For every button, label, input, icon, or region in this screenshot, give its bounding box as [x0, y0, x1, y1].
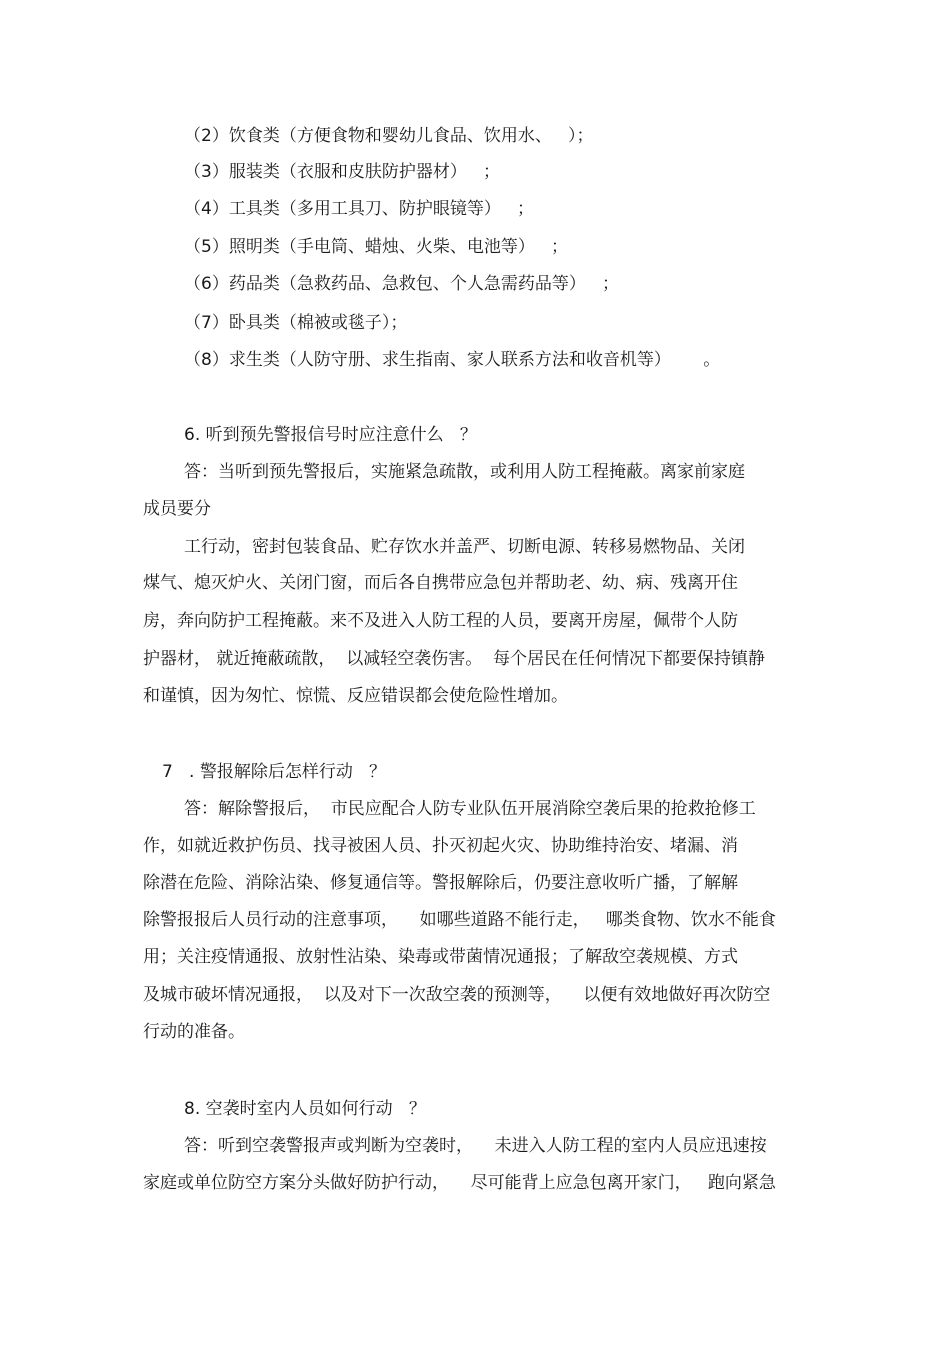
answer-8-line: 家庭或单位防空方案分头做好防护行动， 尽可能背上应急包离开家门， 跑向紧急 [143, 1173, 776, 1193]
answer-7-line: 除潜在危险、消除沾染、修复通信等。警报解除后，仍要注意收听广播，了解解 [143, 873, 738, 893]
list-item-medicine: （6）药品类（急救药品、急救包、个人急需药品等） ； [184, 274, 620, 294]
question-8-heading: 8. 空袭时室内人员如何行动 ？ [184, 1099, 426, 1119]
answer-7-line: 答：解除警报后， 市民应配合人防专业队伍开展消除空袭后果的抢救抢修工 [184, 799, 756, 819]
answer-6-line: 和谨慎，因为匆忙、惊慌、反应错误都会使危险性增加。 [143, 686, 568, 706]
list-item-tools: （4）工具类（多用工具刀、防护眼镜等） ； [184, 199, 535, 219]
answer-6-line: 煤气、熄灭炉火、关闭门窗，而后各自携带应急包并帮助老、幼、病、残离开住 [143, 573, 738, 593]
list-item-survival: （8）求生类（人防守册、求生指南、家人联系方法和收音机等） 。 [184, 350, 721, 370]
answer-7-line: 及城市破坏情况通报， 以及对下一次敌空袭的预测等， 以便有效地做好再次防空 [143, 985, 771, 1005]
list-item-drinks: （2）饮食类（方便食物和婴幼儿食品、饮用水、 ）； [184, 126, 594, 146]
list-item-clothing: （3）服装类（衣服和皮肤防护器材） ； [184, 162, 501, 182]
answer-7-line: 除警报报后人员行动的注意事项， 如哪些道路不能行走， 哪类食物、饮水不能食 [143, 910, 776, 930]
question-6-heading: 6. 听到预先警报信号时应注意什么 ？ [184, 425, 477, 445]
answer-8-line: 答：听到空袭警报声或判断为空袭时， 未进入人防工程的室内人员应迅速按 [184, 1136, 767, 1156]
question-7-heading: 7 . 警报解除后怎样行动 ？ [162, 762, 387, 782]
answer-6-line: 答：当听到预先警报后，实施紧急疏散，或利用人防工程掩蔽。离家前家庭 [184, 462, 745, 482]
answer-7-line: 用；关注疫情通报、放射性沾染、染毒或带菌情况通报；了解敌空袭规模、方式 [143, 947, 738, 967]
answer-6-line: 房，奔向防护工程掩蔽。来不及进入人防工程的人员，要离开房屋，佩带个人防 [143, 611, 738, 631]
list-item-bedding: （7）卧具类（棉被或毯子）； [184, 313, 408, 333]
answer-6-line: 工行动，密封包装食品、贮存饮水并盖严、切断电源、转移易燃物品、关闭 [184, 537, 745, 557]
list-item-lighting: （5）照明类（手电筒、蜡烛、火柴、电池等） ； [184, 237, 569, 257]
answer-6-line: 护器材， 就近掩蔽疏散， 以减轻空袭伤害。 每个居民在任何情况下都要保持镇静 [143, 649, 766, 669]
answer-7-line: 行动的准备。 [143, 1022, 245, 1042]
answer-7-line: 作，如就近救护伤员、找寻被困人员、扑灭初起火灾、协助维持治安、堵漏、消 [143, 836, 738, 856]
answer-6-line: 成员要分 [143, 499, 211, 519]
